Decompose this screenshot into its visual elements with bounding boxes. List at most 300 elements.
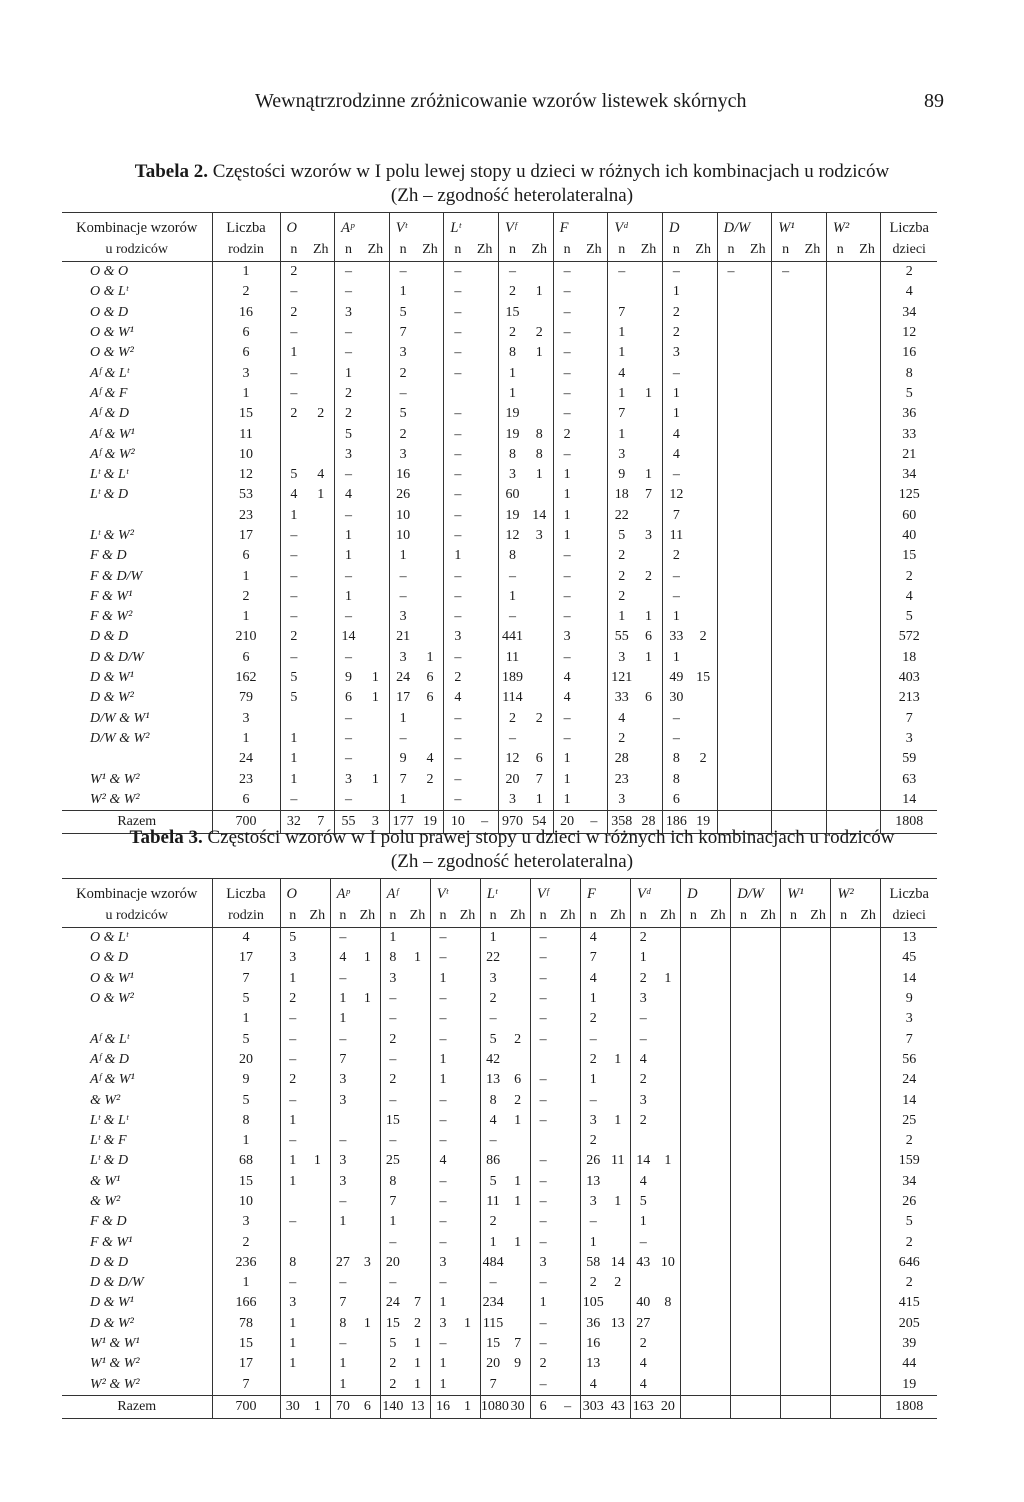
cell-zh <box>405 1029 430 1049</box>
cell-zh <box>362 404 389 424</box>
cell-zh <box>806 1070 831 1090</box>
cell-n <box>826 566 853 586</box>
cell-zh: 1 <box>371 690 379 706</box>
cell-n: 24 <box>380 1293 405 1313</box>
cell-zh <box>854 404 881 424</box>
cell-zh <box>744 709 771 729</box>
cell-n: 4 <box>553 688 580 708</box>
cell-n: – <box>280 1009 305 1029</box>
cell-n: 5 <box>380 1334 405 1354</box>
cell-zh <box>307 445 334 465</box>
cell-n: – <box>430 989 455 1009</box>
cell-zh <box>471 303 498 323</box>
table-row <box>62 1232 937 1252</box>
cell-zh <box>455 1293 480 1313</box>
cell-n <box>717 648 744 668</box>
cell-zh <box>455 1273 480 1293</box>
cell-zh <box>856 928 881 949</box>
cell-n: – <box>335 282 362 302</box>
cell-n: – <box>430 1172 455 1192</box>
cell-n: – <box>335 323 362 343</box>
cell-n: – <box>530 969 555 989</box>
cell-n: – <box>380 1273 405 1293</box>
cell-n <box>731 1314 756 1334</box>
cell-zh <box>526 668 553 688</box>
cell-zh <box>555 1253 580 1273</box>
cell-zh <box>744 363 771 383</box>
cell-zh <box>854 506 881 526</box>
cell-n: 58 <box>580 1253 605 1273</box>
cell-n <box>717 587 744 607</box>
row-combination: Aᶠ & D <box>90 1051 129 1067</box>
cell-n: 1 <box>280 769 307 789</box>
table-row <box>62 566 937 586</box>
cell-n: 3 <box>580 1111 605 1131</box>
cell-zh: 2 <box>514 1031 522 1047</box>
row-combination: W¹ & W¹ <box>90 1336 140 1352</box>
cell-zh: 2 <box>535 325 543 341</box>
cell-n: 7 <box>330 1050 355 1070</box>
cell-n <box>731 1070 756 1090</box>
cell-n: 10 <box>389 526 416 546</box>
cell-zh <box>580 648 607 668</box>
cell-n <box>826 343 853 363</box>
cell-zh <box>605 1354 630 1374</box>
cell-n: – <box>553 729 580 749</box>
cell-zh <box>362 262 389 283</box>
cell-n: – <box>330 969 355 989</box>
cell-zh <box>856 1293 881 1313</box>
cell-zh <box>526 404 553 424</box>
cell-n: 20 <box>380 1253 405 1273</box>
cell-zh: 6 <box>535 751 543 767</box>
row-children-total: 16 <box>881 343 937 363</box>
row-children-total: 34 <box>881 1172 937 1192</box>
cell-zh <box>690 607 717 627</box>
cell-zh <box>555 1029 580 1049</box>
cell-zh <box>555 1293 580 1313</box>
cell-n <box>772 668 799 688</box>
cell-zh <box>362 587 389 607</box>
cell-n: – <box>553 363 580 383</box>
cell-zh <box>706 1090 731 1110</box>
cell-n: – <box>480 1009 505 1029</box>
cell-zh <box>605 1334 630 1354</box>
cell-zh: 2 <box>535 710 543 726</box>
cell-zh <box>744 262 771 283</box>
cell-zh <box>635 343 662 363</box>
row-families: 6 <box>212 323 280 343</box>
cell-zh <box>417 546 444 566</box>
cell-zh <box>605 1212 630 1232</box>
cell-zh <box>307 384 334 404</box>
cell-zh <box>362 648 389 668</box>
pattern-header: Lᵗ <box>444 213 499 240</box>
cell-n <box>731 1334 756 1354</box>
row-children-total: 2 <box>881 262 937 283</box>
pattern-header: W² <box>831 879 881 906</box>
row-combination: & W² <box>90 1194 121 1209</box>
cell-zh <box>417 262 444 283</box>
cell-zh <box>690 282 717 302</box>
cell-zh: 7 <box>307 811 334 834</box>
cell-n <box>717 546 744 566</box>
cell-zh <box>854 526 881 546</box>
pattern-header: Vᶠ <box>530 879 580 906</box>
cell-n: 1 <box>580 1232 605 1252</box>
cell-n: 7 <box>330 1293 355 1313</box>
cell-zh <box>856 1314 881 1334</box>
cell-zh <box>362 445 389 465</box>
cell-n: – <box>580 1029 605 1049</box>
cell-n: – <box>389 262 416 283</box>
cell-n <box>681 1050 706 1070</box>
cell-zh <box>307 546 334 566</box>
row-families: 4 <box>212 928 280 949</box>
cell-n: – <box>335 343 362 363</box>
cell-n: 1 <box>389 790 416 811</box>
cell-n: – <box>530 1151 555 1171</box>
table-row <box>62 323 937 343</box>
cell-n <box>731 1293 756 1313</box>
subheader-zh: Zh <box>854 239 881 262</box>
cell-n: – <box>553 343 580 363</box>
cell-zh <box>555 1273 580 1293</box>
cell-zh <box>355 1212 380 1232</box>
cell-n <box>681 1151 706 1171</box>
cell-n <box>831 1375 856 1396</box>
cell-n: 1 <box>430 1354 455 1374</box>
cell-n: – <box>553 262 580 283</box>
cell-zh <box>580 262 607 283</box>
table-row <box>62 546 937 566</box>
cell-n <box>280 445 307 465</box>
cell-n: – <box>380 1090 405 1110</box>
cell-zh <box>799 627 826 647</box>
cell-n: 8 <box>280 1253 305 1273</box>
cell-n <box>681 1009 706 1029</box>
cell-zh: 6 <box>514 1072 522 1088</box>
cell-n: 20 <box>553 811 580 834</box>
cell-zh <box>635 363 662 383</box>
table-row <box>62 729 937 749</box>
row-combination <box>62 506 212 526</box>
cell-n <box>831 928 856 949</box>
cell-n <box>681 1029 706 1049</box>
cell-n: 1 <box>499 587 526 607</box>
cell-zh <box>580 790 607 811</box>
cell-n: – <box>335 465 362 485</box>
cell-zh <box>580 749 607 769</box>
cell-zh <box>635 587 662 607</box>
cell-n <box>731 1395 756 1418</box>
cell-zh <box>706 1172 731 1192</box>
page-number: 89 <box>924 90 944 112</box>
cell-n: – <box>530 1192 555 1212</box>
cell-zh <box>417 282 444 302</box>
cell-n: – <box>280 648 307 668</box>
subheader-n: n <box>280 905 305 928</box>
cell-n: 70 <box>330 1395 355 1418</box>
cell-n: 7 <box>389 323 416 343</box>
row-children-total: 205 <box>881 1314 937 1334</box>
cell-zh: 1 <box>645 609 653 625</box>
cell-zh <box>362 526 389 546</box>
cell-zh <box>635 303 662 323</box>
cell-zh <box>580 627 607 647</box>
table-row <box>62 790 937 811</box>
cell-zh <box>362 282 389 302</box>
pattern-header: D <box>662 213 717 240</box>
cell-n: 27 <box>631 1314 656 1334</box>
row-children-total: 1808 <box>881 811 937 834</box>
cell-zh: 1 <box>413 1376 421 1392</box>
cell-n: 1 <box>280 506 307 526</box>
cell-zh <box>405 1273 430 1293</box>
cell-zh <box>580 546 607 566</box>
cell-n: 3 <box>631 1090 656 1110</box>
cell-n: – <box>499 729 526 749</box>
cell-n: 3 <box>389 445 416 465</box>
cell-n: 2 <box>280 627 307 647</box>
cell-n: – <box>330 1334 355 1354</box>
cell-n: – <box>430 1131 455 1151</box>
table-row <box>62 1131 937 1151</box>
cell-zh <box>526 587 553 607</box>
cell-zh <box>744 648 771 668</box>
cell-n <box>781 1273 806 1293</box>
cell-zh: 43 <box>605 1395 630 1418</box>
cell-n: 3 <box>335 445 362 465</box>
cell-n: 186 <box>662 811 689 834</box>
cell-zh <box>744 729 771 749</box>
cell-n: 27 <box>330 1253 355 1273</box>
table-row <box>62 928 937 949</box>
cell-n <box>781 1375 806 1396</box>
pattern-header: Vᵗ <box>389 213 444 240</box>
cell-n: 4 <box>608 709 635 729</box>
cell-n: 3 <box>280 948 305 968</box>
cell-zh <box>362 627 389 647</box>
cell-n: 2 <box>553 424 580 444</box>
row-children-total: 26 <box>881 1192 937 1212</box>
table-row <box>62 1273 937 1293</box>
cell-zh <box>799 424 826 444</box>
cell-zh <box>417 729 444 749</box>
cell-n <box>280 1375 305 1396</box>
cell-zh <box>471 343 498 363</box>
table-row <box>62 1111 937 1131</box>
cell-zh <box>756 1172 781 1192</box>
cell-n <box>826 404 853 424</box>
cell-zh: 14 <box>532 507 547 523</box>
row-children-total: 13 <box>881 928 937 949</box>
cell-zh <box>417 363 444 383</box>
cell-zh <box>706 969 731 989</box>
cell-n <box>826 506 853 526</box>
cell-n <box>717 465 744 485</box>
cell-zh <box>305 1009 330 1029</box>
table3-label: Tabela 3. <box>129 827 203 848</box>
cell-n: – <box>553 587 580 607</box>
cell-n <box>826 749 853 769</box>
cell-zh <box>656 948 681 968</box>
cell-zh <box>756 1151 781 1171</box>
cell-zh <box>355 1090 380 1110</box>
cell-n: 2 <box>480 1212 505 1232</box>
cell-n: 1 <box>530 1293 555 1313</box>
cell-n: – <box>430 1090 455 1110</box>
subheader-n: n <box>681 905 706 928</box>
cell-n: – <box>662 587 689 607</box>
cell-n: 2 <box>608 587 635 607</box>
cell-zh <box>799 363 826 383</box>
cell-zh: 1 <box>363 1315 371 1331</box>
cell-n: – <box>444 363 471 383</box>
table-row <box>62 363 937 383</box>
cell-zh <box>305 1253 330 1273</box>
cell-zh <box>417 445 444 465</box>
cell-zh <box>555 1151 580 1171</box>
row-families: 1 <box>212 566 280 586</box>
cell-n: – <box>444 465 471 485</box>
cell-n <box>781 969 806 989</box>
cell-zh <box>580 465 607 485</box>
cell-zh <box>307 343 334 363</box>
cell-zh <box>744 445 771 465</box>
cell-n <box>530 1131 555 1151</box>
cell-n: – <box>280 384 307 404</box>
cell-n: 2 <box>608 566 635 586</box>
cell-zh <box>417 790 444 811</box>
cell-zh <box>362 566 389 586</box>
cell-zh <box>405 1090 430 1110</box>
cell-n: – <box>280 282 307 302</box>
cell-n: 2 <box>580 1131 605 1151</box>
cell-zh <box>854 323 881 343</box>
cell-n: 13 <box>580 1172 605 1192</box>
cell-n: 1 <box>330 1009 355 1029</box>
cell-n: 3 <box>389 607 416 627</box>
cell-n <box>831 1314 856 1334</box>
cell-zh <box>854 363 881 383</box>
cell-zh <box>854 343 881 363</box>
cell-n: – <box>430 948 455 968</box>
cell-n <box>831 1029 856 1049</box>
cell-n: – <box>553 546 580 566</box>
cell-zh <box>307 424 334 444</box>
cell-n: 4 <box>480 1111 505 1131</box>
table-row <box>62 989 937 1009</box>
cell-zh: 11 <box>611 1153 625 1169</box>
cell-zh <box>505 928 530 949</box>
cell-zh: 6 <box>426 670 434 686</box>
cell-zh <box>806 1050 831 1070</box>
cell-zh <box>799 587 826 607</box>
row-families: 53 <box>212 485 280 505</box>
cell-n: 1 <box>335 546 362 566</box>
cell-zh: 7 <box>413 1295 421 1311</box>
cell-n: – <box>662 262 689 283</box>
cell-n: 2 <box>380 1070 405 1090</box>
cell-zh <box>505 1050 530 1070</box>
pattern-header: D/W <box>717 213 772 240</box>
cell-zh: 1 <box>371 670 379 686</box>
cell-zh <box>756 1354 781 1374</box>
cell-zh <box>580 303 607 323</box>
cell-zh <box>505 1131 530 1151</box>
cell-zh <box>690 790 717 811</box>
cell-zh <box>854 384 881 404</box>
col-header-families: Liczba <box>212 879 280 906</box>
cell-n <box>731 1050 756 1070</box>
cell-n: 105 <box>580 1293 605 1313</box>
cell-n: 19 <box>499 506 526 526</box>
cell-n: 3 <box>608 648 635 668</box>
cell-zh: 1 <box>645 649 653 665</box>
cell-zh <box>799 709 826 729</box>
cell-zh <box>856 1232 881 1252</box>
cell-zh <box>362 363 389 383</box>
cell-n: 2 <box>444 668 471 688</box>
cell-zh <box>799 749 826 769</box>
cell-n: 7 <box>580 948 605 968</box>
cell-n: 11 <box>662 526 689 546</box>
cell-zh <box>854 769 881 789</box>
cell-n: 1 <box>330 1354 355 1374</box>
header-row <box>62 879 937 906</box>
cell-zh <box>799 445 826 465</box>
cell-zh <box>756 969 781 989</box>
cell-n <box>831 989 856 1009</box>
cell-n: 12 <box>662 485 689 505</box>
cell-zh <box>854 282 881 302</box>
cell-zh <box>526 546 553 566</box>
cell-n: 3 <box>631 989 656 1009</box>
pattern-header: D/W <box>731 879 781 906</box>
cell-zh <box>580 729 607 749</box>
cell-zh <box>706 928 731 949</box>
cell-zh <box>405 969 430 989</box>
cell-zh <box>405 1192 430 1212</box>
cell-zh <box>806 1172 831 1192</box>
cell-zh <box>806 1395 831 1418</box>
cell-zh <box>455 1070 480 1090</box>
col-header-combinations: Kombinacje wzorów <box>62 213 212 240</box>
cell-zh <box>455 948 480 968</box>
cell-n <box>717 769 744 789</box>
cell-n: 3 <box>335 303 362 323</box>
row-children-total: 9 <box>881 989 937 1009</box>
cell-zh <box>690 709 717 729</box>
cell-zh <box>744 769 771 789</box>
cell-zh <box>505 1314 530 1334</box>
cell-zh <box>417 607 444 627</box>
row-combination: Aᶠ & F <box>90 385 128 401</box>
cell-zh <box>307 709 334 729</box>
cell-zh <box>455 1009 480 1029</box>
cell-zh: 1 <box>514 1112 522 1128</box>
cell-zh <box>656 1314 681 1334</box>
cell-zh <box>455 1192 480 1212</box>
table-row <box>62 1151 937 1171</box>
cell-zh <box>471 506 498 526</box>
cell-zh <box>690 445 717 465</box>
cell-zh <box>405 928 430 949</box>
row-children-total: 159 <box>881 1151 937 1171</box>
cell-n: 1 <box>444 546 471 566</box>
row-families: 10 <box>212 1192 280 1212</box>
